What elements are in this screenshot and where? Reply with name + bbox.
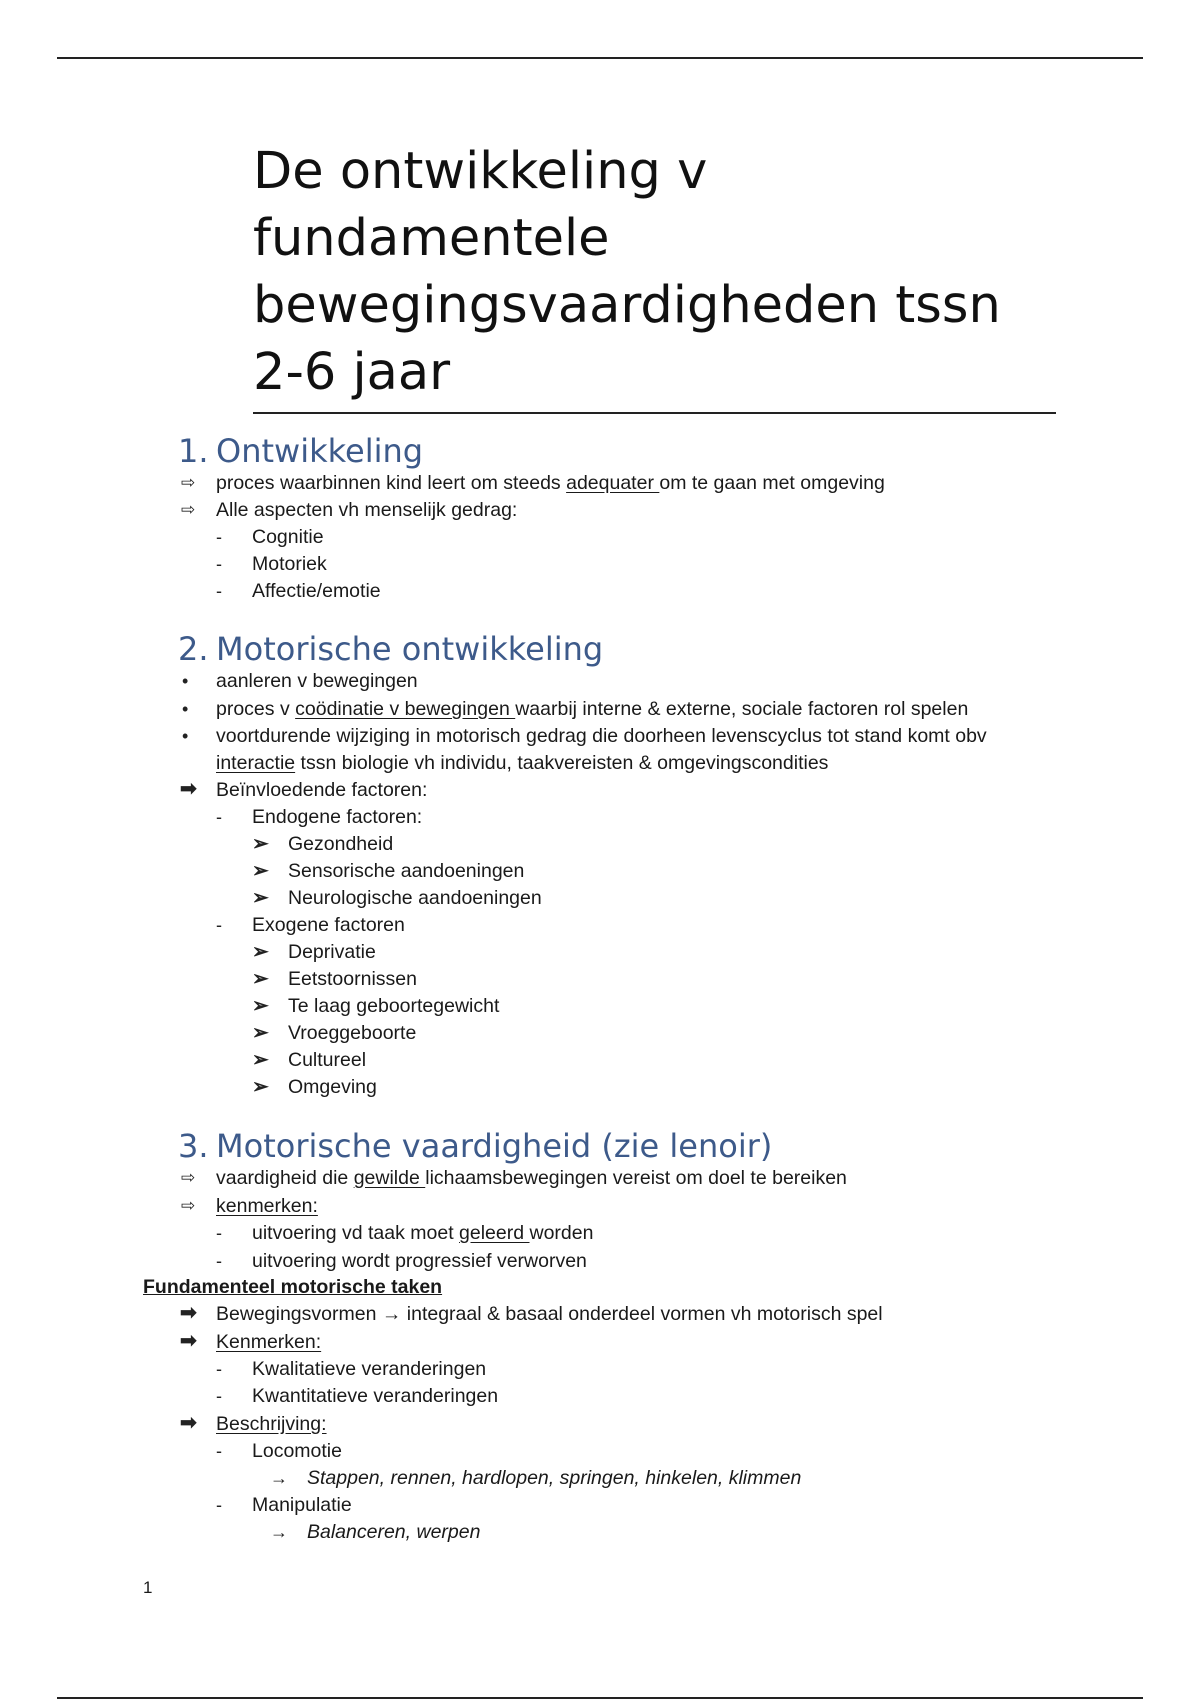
- list-item: Neurologische aandoeningen: [288, 887, 542, 909]
- list-item: aanleren v bewegingen: [216, 670, 418, 692]
- list-item: Beïnvloedende factoren:: [216, 779, 428, 801]
- page-bottom-rule: [57, 1697, 1143, 1699]
- list-item: Endogene factoren:: [252, 806, 423, 828]
- list-item: Te laag geboortegewicht: [288, 995, 500, 1017]
- list-item: Cultureel: [288, 1049, 367, 1071]
- text: worden: [529, 1222, 594, 1244]
- dash-marker: -: [216, 581, 222, 601]
- right-arrow-icon: →: [270, 1522, 288, 1542]
- underlined-text: coödinatie v bewegingen: [295, 698, 516, 720]
- chevron-icon: ➢: [252, 1022, 269, 1044]
- right-arrow-icon: →: [381, 1303, 402, 1325]
- list-item: Motoriek: [252, 553, 327, 575]
- subheading-fundamental-tasks: Fundamenteel motorische taken: [143, 1276, 443, 1298]
- hollow-arrow-icon: ⇨: [181, 1168, 196, 1187]
- list-item-continuation: [216, 750, 828, 776]
- right-arrow-icon: →: [270, 1468, 288, 1488]
- chevron-icon: ➢: [252, 995, 269, 1017]
- list-item: [216, 1165, 847, 1191]
- title-line: 2-6 jaar: [253, 343, 451, 402]
- list-item: [216, 696, 968, 722]
- text: tssn biologie vh individu, taakvereisten & omgevingscondities: [295, 752, 829, 774]
- list-item: Locomotie: [252, 1440, 342, 1462]
- text: uitvoering vd taak moet: [252, 1222, 460, 1244]
- underlined-text: adequater: [566, 472, 660, 494]
- chevron-icon: ➢: [252, 1076, 269, 1098]
- section-heading-text: Ontwikkeling: [216, 432, 424, 470]
- section-heading-text: Motorische ontwikkeling: [216, 630, 604, 668]
- dash-marker: -: [216, 1386, 222, 1406]
- list-item: Affectie/emotie: [252, 580, 381, 602]
- list-item: Vroeggeboorte: [288, 1022, 417, 1044]
- section-heading-text: Motorische vaardigheid (zie lenoir): [216, 1127, 773, 1165]
- text: integraal & basaal onderdeel vormen vh motorisch spel: [401, 1303, 883, 1325]
- list-item: kenmerken:: [216, 1195, 318, 1217]
- list-item: [252, 1220, 593, 1246]
- list-item: uitvoering wordt progressief verworven: [252, 1250, 587, 1272]
- text: vaardigheid die: [216, 1167, 354, 1189]
- section-number: 3.: [178, 1127, 209, 1165]
- dash-marker: -: [216, 527, 222, 547]
- bold-arrow-icon: ➡: [180, 1412, 197, 1434]
- list-item: Sensorische aandoeningen: [288, 860, 525, 882]
- chevron-icon: ➢: [252, 941, 269, 963]
- title-line: fundamentele: [253, 209, 610, 268]
- underlined-text: gewilde: [353, 1167, 426, 1189]
- dash-marker: -: [216, 1359, 222, 1379]
- list-item: Deprivatie: [288, 941, 376, 963]
- list-item: Eetstoornissen: [288, 968, 417, 990]
- title-line: bewegingsvaardigheden tssn: [253, 276, 1001, 335]
- bold-arrow-icon: ➡: [180, 778, 197, 800]
- list-item: Alle aspecten vh menselijk gedrag:: [216, 499, 518, 521]
- chevron-icon: ➢: [252, 860, 269, 882]
- page-number: 1: [143, 1578, 153, 1597]
- list-item: Beschrijving:: [216, 1413, 327, 1435]
- dash-marker: -: [216, 1495, 222, 1515]
- text: proces waarbinnen kind leert om steeds: [216, 472, 567, 494]
- list-item: voortdurende wijziging in motorisch gedrag die doorheen levenscyclus tot stand komt obv: [216, 725, 987, 747]
- list-item: Kwalitatieve veranderingen: [252, 1358, 487, 1380]
- chevron-icon: ➢: [252, 968, 269, 990]
- bold-arrow-icon: ➡: [180, 1302, 197, 1324]
- text: lichaamsbewegingen vereist om doel te bereiken: [425, 1167, 847, 1189]
- list-item: [216, 470, 885, 496]
- text: waarbij interne & externe, sociale factoren rol spelen: [515, 698, 969, 720]
- list-item: [216, 1301, 883, 1327]
- title-line: De ontwikkeling v: [253, 142, 708, 201]
- hollow-arrow-icon: ⇨: [181, 1196, 196, 1215]
- section-heading-motorische-vaardigheid: [178, 1126, 772, 1166]
- list-item: Stappen, rennen, hardlopen, springen, hinkelen, klimmen: [307, 1467, 802, 1489]
- dash-marker: -: [216, 1223, 222, 1243]
- bold-arrow-icon: ➡: [180, 1330, 197, 1352]
- section-heading-motorische-ontwikkeling: [178, 629, 603, 669]
- hollow-arrow-icon: ⇨: [181, 500, 196, 519]
- section-number: 2.: [178, 630, 209, 668]
- list-item: Gezondheid: [288, 833, 394, 855]
- list-item: Kenmerken:: [216, 1331, 322, 1353]
- list-item: Kwantitatieve veranderingen: [252, 1385, 499, 1407]
- page-top-rule: [57, 57, 1143, 59]
- dash-marker: -: [216, 807, 222, 827]
- text: Bewegingsvormen: [216, 1303, 382, 1325]
- underlined-text: geleerd: [459, 1222, 530, 1244]
- dash-marker: -: [216, 554, 222, 574]
- bullet-marker: •: [182, 671, 189, 691]
- dash-marker: -: [216, 1251, 222, 1271]
- list-item: Omgeving: [288, 1076, 377, 1098]
- list-item: Exogene factoren: [252, 914, 405, 936]
- bullet-marker: •: [182, 726, 189, 746]
- list-item: Cognitie: [252, 526, 324, 548]
- list-item: Balanceren, werpen: [307, 1521, 481, 1543]
- dash-marker: -: [216, 915, 222, 935]
- text: proces v: [216, 698, 296, 720]
- dash-marker: -: [216, 1441, 222, 1461]
- text: om te gaan met omgeving: [659, 472, 885, 494]
- underlined-text: interactie: [216, 752, 296, 774]
- section-heading-ontwikkeling: [178, 431, 423, 471]
- chevron-icon: ➢: [252, 833, 269, 855]
- list-item: Manipulatie: [252, 1494, 352, 1516]
- document-title: [253, 138, 1056, 414]
- hollow-arrow-icon: ⇨: [181, 473, 196, 492]
- bullet-marker: •: [182, 699, 189, 719]
- chevron-icon: ➢: [252, 1049, 269, 1071]
- chevron-icon: ➢: [252, 887, 269, 909]
- section-number: 1.: [178, 432, 209, 470]
